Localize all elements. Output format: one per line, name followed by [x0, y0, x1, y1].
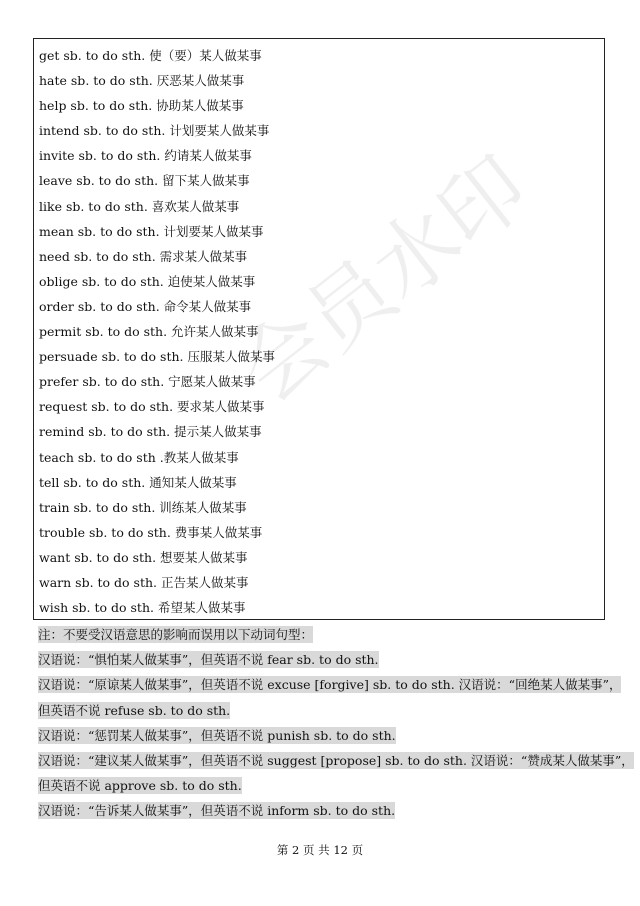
verb-pattern-item: like sb. to do sth. 喜欢某人做某事 — [39, 198, 240, 214]
note-text: 汉语说：“原谅某人做某事”，但英语不说 excuse [forgive] sb. to do sth. 汉语说：“回绝某人做某事”， — [38, 677, 622, 693]
note-line — [38, 798, 608, 823]
watermark: 会员水印 — [221, 137, 547, 422]
verb-pattern-item: intend sb. to do sth. 计划要某人做某事 — [39, 123, 270, 139]
page-footer: 第 2 页 共 12 页 — [276, 843, 364, 857]
verb-pattern-item: request sb. to do sth. 要求某人做某事 — [39, 399, 265, 415]
note-text: 但英语不说 refuse sb. to do sth. — [38, 702, 231, 718]
note-text: 汉语说：“建议某人做某事”，但英语不说 suggest [propose] sb. to do sth. 汉语说：“赞成某人做某事”， — [38, 752, 634, 768]
verb-pattern-item: tell sb. to do sth. 通知某人做某事 — [39, 474, 237, 490]
verb-pattern-item: wish sb. to do sth. 希望某人做某事 — [39, 600, 246, 616]
note-line — [38, 773, 608, 798]
notes-section — [38, 622, 634, 824]
note-line — [38, 748, 634, 773]
verb-pattern-item: teach sb. to do sth .教某人做某事 — [39, 449, 239, 465]
note-text: 注：不要受汉语意思的影响而误用以下动词句型： — [38, 627, 314, 642]
verb-pattern-item: warn sb. to do sth. 正告某人做某事 — [39, 574, 249, 590]
note-text: 汉语说：“告诉某人做某事”，但英语不说 inform sb. to do sth. — [38, 803, 396, 819]
verb-pattern-item: train sb. to do sth. 训练某人做某事 — [39, 499, 247, 515]
note-line — [38, 647, 608, 672]
note-line — [38, 723, 608, 748]
note-line — [38, 698, 608, 723]
verb-pattern-item: permit sb. to do sth. 允许某人做某事 — [39, 324, 259, 340]
verb-pattern-item: oblige sb. to do sth. 迫使某人做某事 — [39, 273, 256, 289]
verb-pattern-item: hate sb. to do sth. 厌恶某人做某事 — [39, 73, 245, 89]
verb-pattern-item: persuade sb. to do sth. 压服某人做某事 — [39, 349, 275, 365]
verb-pattern-box — [33, 38, 605, 620]
verb-pattern-item: need sb. to do sth. 需求某人做某事 — [39, 248, 248, 264]
verb-pattern-item: leave sb. to do sth. 留下某人做某事 — [39, 173, 250, 189]
verb-pattern-item: order sb. to do sth. 命令某人做某事 — [39, 298, 252, 314]
verb-pattern-item: want sb. to do sth. 想要某人做某事 — [39, 549, 248, 565]
verb-pattern-item: remind sb. to do sth. 提示某人做某事 — [39, 424, 262, 440]
verb-pattern-list — [39, 43, 275, 620]
note-text: 但英语不说 approve sb. to do sth. — [38, 778, 242, 794]
note-text: 汉语说：“惧怕某人做某事”，但英语不说 fear sb. to do sth. — [38, 652, 379, 668]
verb-pattern-item: trouble sb. to do sth. 费事某人做某事 — [39, 524, 263, 540]
verb-pattern-item: prefer sb. to do sth. 宁愿某人做某事 — [39, 374, 256, 390]
note-text: 汉语说：“惩罚某人做某事”，但英语不说 punish sb. to do sth. — [38, 727, 396, 743]
verb-pattern-item: help sb. to do sth. 协助某人做某事 — [39, 98, 244, 114]
note-line — [38, 672, 622, 697]
verb-pattern-item: invite sb. to do sth. 约请某人做某事 — [39, 148, 252, 164]
verb-pattern-item: get sb. to do sth. 使（要）某人做某事 — [39, 48, 262, 63]
verb-pattern-item: mean sb. to do sth. 计划要某人做某事 — [39, 223, 264, 239]
note-line — [38, 622, 608, 647]
